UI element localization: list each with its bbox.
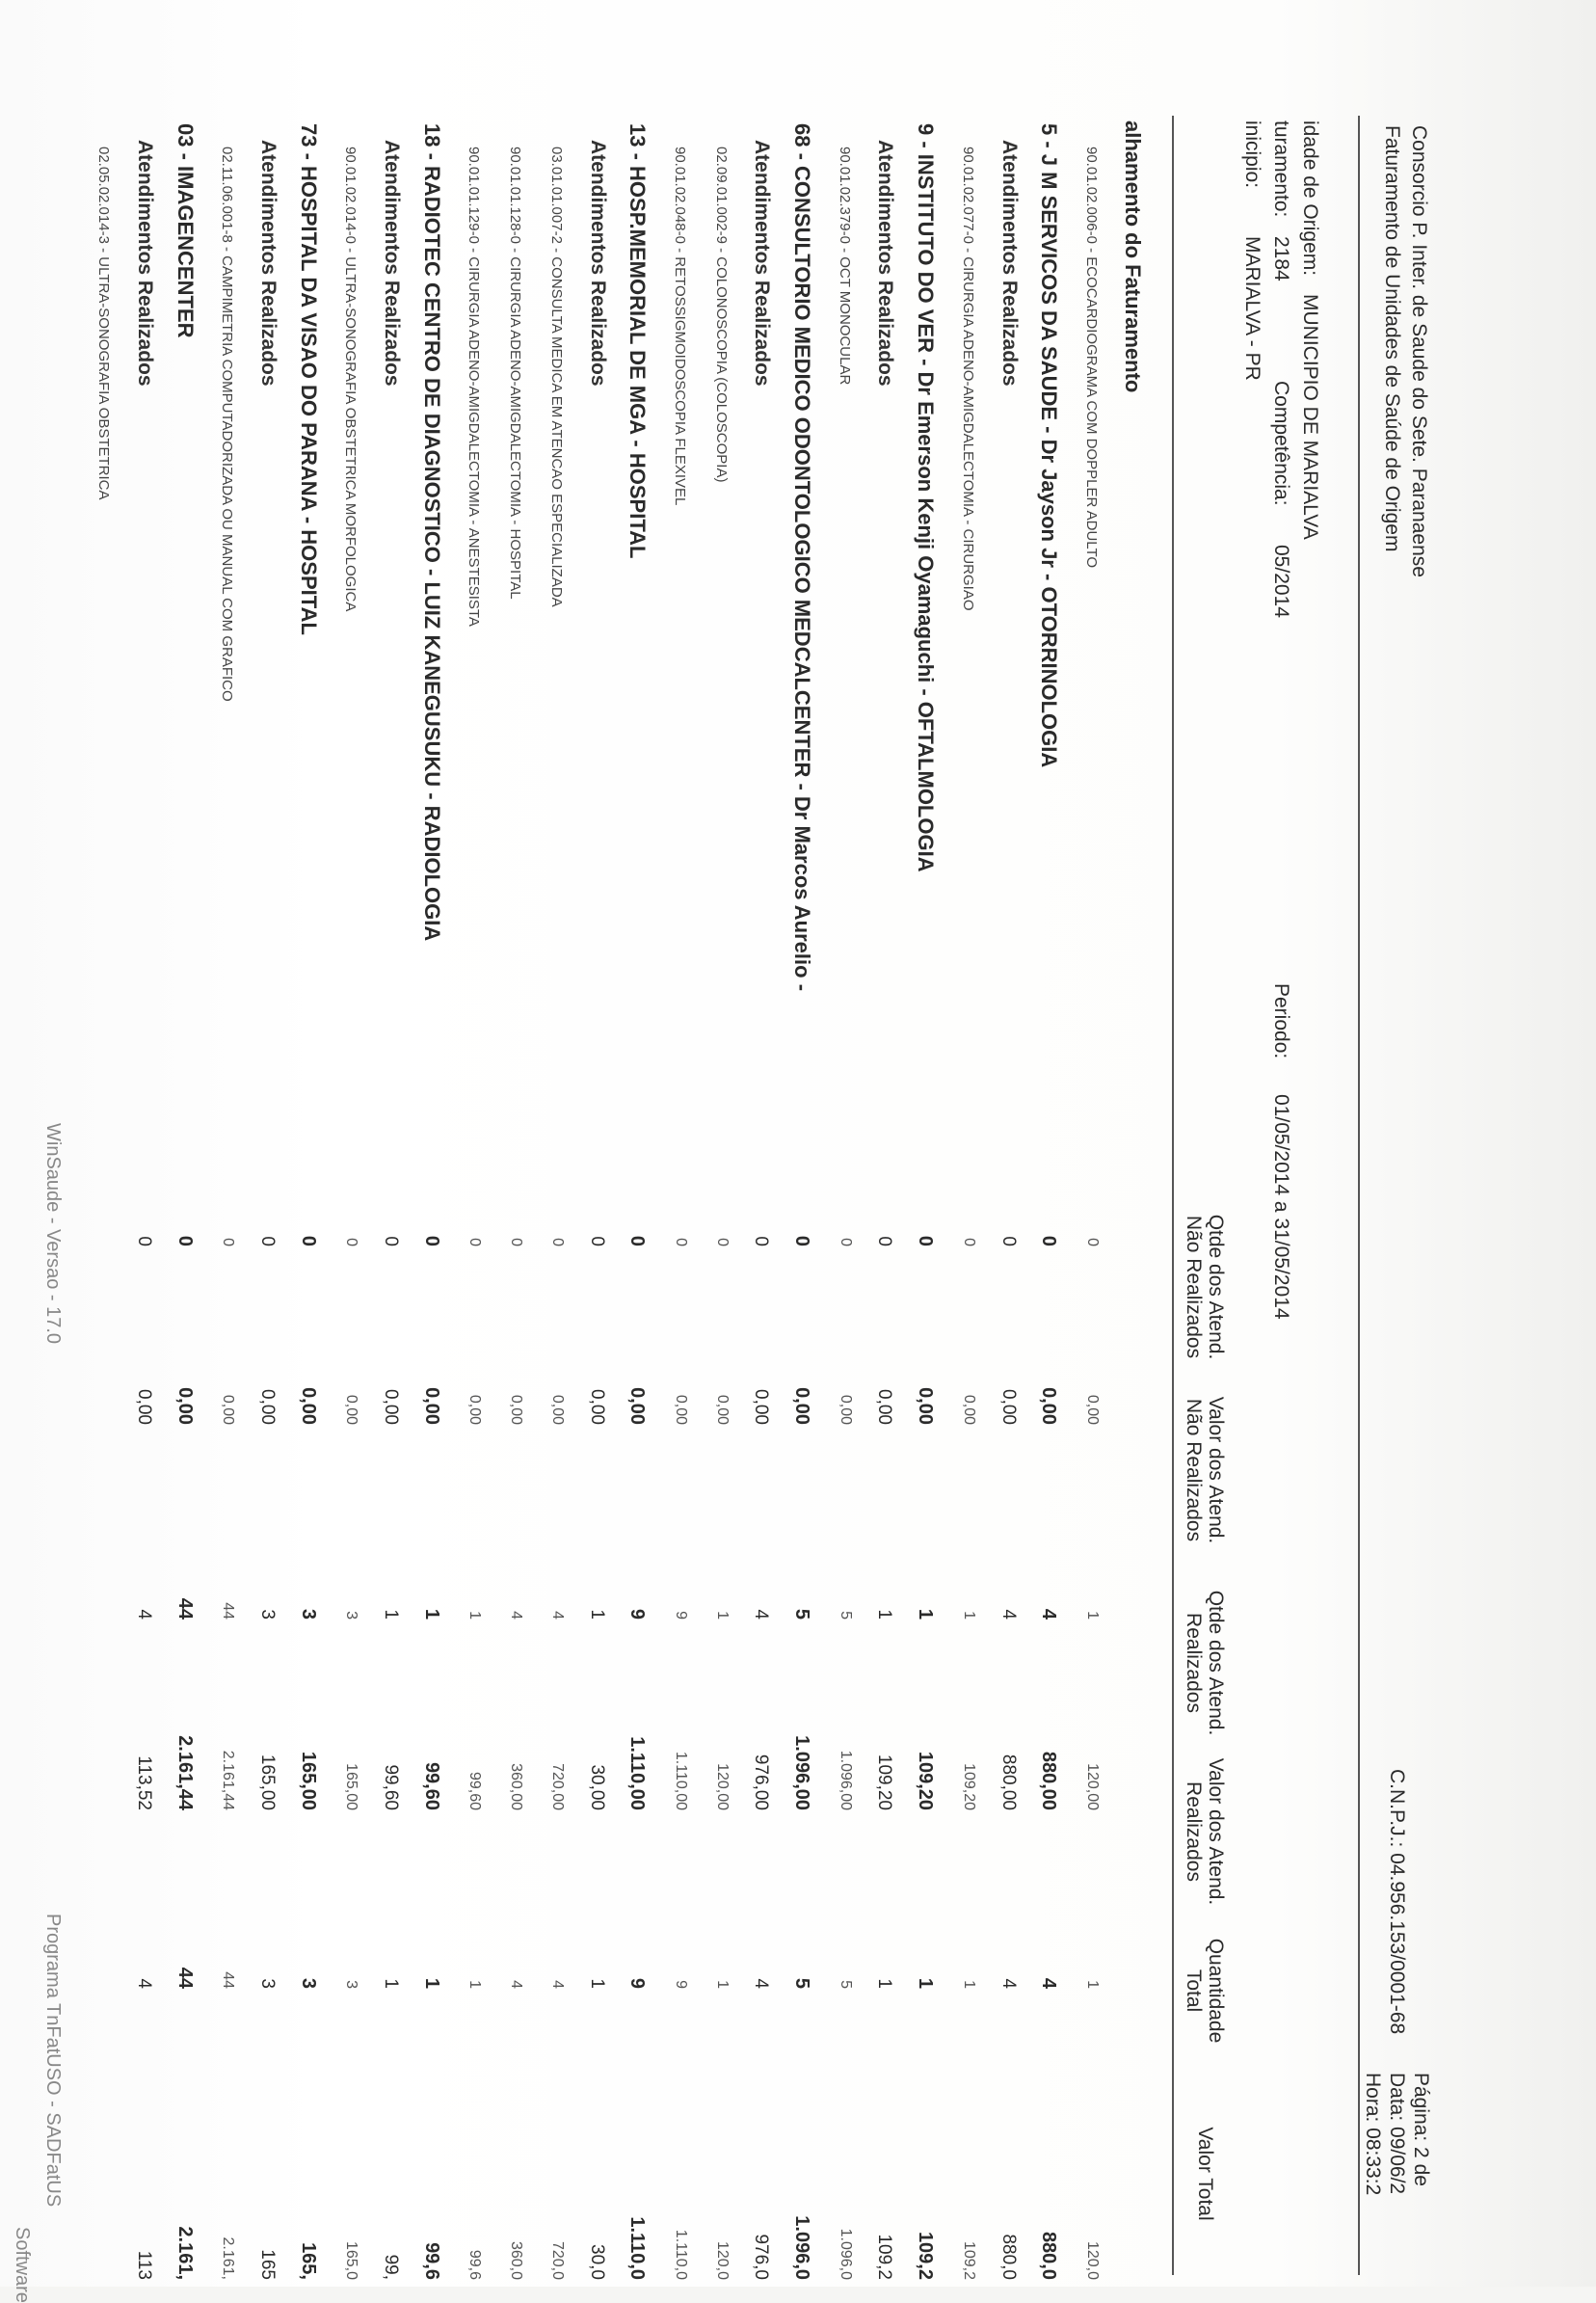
procedure-row-label: 02.11.06.001-8 - CAMPIMETRIA COMPUTADORIZADA OU MANUAL COM GRAFICO <box>219 147 236 702</box>
cell-qnr: 0 <box>1038 1235 1060 1246</box>
cell-vr: 30,00 <box>586 1764 607 1810</box>
cell-qt: 3 <box>343 1980 360 1989</box>
cell-qnr: 0 <box>220 1238 237 1246</box>
cell-vt: 880,0 <box>998 2234 1019 2280</box>
col-valor-nao-realizados: Valor dos Atend. Não Realizados <box>1183 1396 1227 1544</box>
cell-qnr: 0 <box>791 1235 813 1246</box>
cell-vr: 99,60 <box>466 1771 484 1810</box>
cell-qr: 9 <box>673 1611 689 1620</box>
cell-vr: 120,00 <box>1084 1763 1101 1810</box>
cell-vt: 99,6 <box>466 2249 484 2280</box>
cell-qr: 1 <box>713 1611 731 1620</box>
competencia-value: 05/2014 <box>1270 545 1292 618</box>
cell-qr: 3 <box>297 1608 319 1620</box>
cell-vnr: 0,00 <box>133 1389 154 1425</box>
cell-vnr: 0,00 <box>343 1394 360 1425</box>
report-time: Hora: 08:33:2 <box>1362 2073 1384 2196</box>
cell-qt: 1 <box>874 1978 895 1989</box>
procedure-row-label: 02.05.02.014-3 - ULTRA-SONOGRAFIA OBSTETRICA <box>95 147 113 500</box>
cell-vr: 880,00 <box>1038 1751 1060 1810</box>
cell-qr: 1 <box>420 1608 442 1620</box>
cell-vt: 120,0 <box>1084 2240 1101 2280</box>
cell-qnr: 0 <box>874 1236 895 1246</box>
cell-vnr: 0,00 <box>960 1394 977 1425</box>
cell-vt: 1.110,0 <box>626 2216 649 2280</box>
cell-vt: 30,0 <box>586 2244 607 2280</box>
cell-qt: 44 <box>173 1967 196 1989</box>
cell-qt: 1 <box>466 1980 484 1989</box>
cell-qt: 4 <box>1038 1977 1060 1989</box>
cell-qt: 4 <box>998 1978 1019 1989</box>
cell-qt: 5 <box>837 1980 854 1989</box>
cell-vt: 2.161, <box>173 2226 196 2280</box>
subtotal-row-label: Atendimentos Realizados <box>133 140 156 387</box>
cell-vnr: 0,00 <box>713 1394 731 1425</box>
footer-program: Programa TnFatUSO - SADFatUS <box>42 1914 64 2208</box>
cell-qt: 9 <box>626 1977 649 1989</box>
cell-vr: 120,00 <box>713 1763 731 1810</box>
cell-qt: 44 <box>220 1971 237 1989</box>
cell-vr: 113,52 <box>133 1755 154 1810</box>
cell-qt: 1 <box>420 1977 442 1989</box>
origin-value: MUNICIPIO DE MARIALVA <box>1299 294 1321 540</box>
cell-vnr: 0,00 <box>508 1394 525 1425</box>
cell-qnr: 0 <box>626 1235 649 1246</box>
cell-qt: 1 <box>713 1980 731 1989</box>
cell-vt: 2.161, <box>220 2236 237 2280</box>
cell-qt: 1 <box>381 1978 402 1989</box>
cell-qnr: 0 <box>133 1236 154 1246</box>
cell-vnr: 0,00 <box>1038 1387 1060 1425</box>
cell-qnr: 0 <box>173 1235 196 1246</box>
cell-vt: 165,0 <box>343 2240 360 2280</box>
procedure-row-label: 90.01.02.077-0 - CIRURGIA ADENO-AMIGDALECTOMIA - CIRURGIAO <box>959 147 976 611</box>
procedure-row-label: 90.01.01.129-0 - CIRURGIA ADENO-AMIGDALECTOMIA - ANESTESISTA <box>466 147 483 627</box>
cell-vt: 99, <box>381 2254 402 2280</box>
cell-vr: 99,60 <box>420 1761 442 1810</box>
procedure-row-label: 90.01.02.014-0 - ULTRA-SONOGRAFIA OBSTETRICA MORFOLOGICA <box>342 147 359 612</box>
cell-qt: 1 <box>586 1978 607 1989</box>
cell-vt: 1.110,0 <box>673 2229 689 2280</box>
cell-qr: 3 <box>343 1611 360 1620</box>
competencia-label: Competência: <box>1270 381 1292 506</box>
cell-vt: 109,2 <box>960 2240 977 2280</box>
cell-qt: 3 <box>297 1977 319 1989</box>
cell-qnr: 0 <box>586 1236 607 1246</box>
unit-row-label: 9 - INSTITUTO DO VER - Dr Emerson Kenji Oyamaguchi - OFTALMOLOGIA <box>914 123 939 872</box>
billing-value: 2184 <box>1270 236 1292 281</box>
cnpj: C.N.P.J.: 04.956.153/0001-68 <box>1386 1769 1408 2035</box>
cell-vt: 109,2 <box>915 2231 937 2280</box>
cell-vnr: 0,00 <box>420 1387 442 1425</box>
cell-vt: 1.096,0 <box>837 2228 854 2280</box>
cell-qr: 3 <box>257 1609 278 1620</box>
cell-vr: 1.096,00 <box>791 1735 813 1810</box>
procedure-row-label: 90.01.01.128-0 - CIRURGIA ADENO-AMIGDALECTOMIA - HOSPITAL <box>507 147 524 600</box>
cell-qnr: 0 <box>343 1238 360 1246</box>
cell-vr: 2.161,44 <box>173 1735 196 1810</box>
footer-software: Software <box>12 2227 33 2303</box>
periodo-label: Periodo: <box>1270 983 1292 1059</box>
cell-vnr: 0,00 <box>673 1394 689 1425</box>
unit-row-label: 5 - J M SERVICOS DA SAUDE - Dr Jayson Jr - OTORRINOLOGIA <box>1037 123 1062 768</box>
cell-vnr: 0,00 <box>586 1389 607 1425</box>
footer-version: WinSaude - Versao - 17.0 <box>42 1123 64 1345</box>
cell-vnr: 0,00 <box>466 1394 484 1425</box>
subtotal-row-label: Atendimentos Realizados <box>257 140 279 387</box>
cell-vt: 120,0 <box>713 2240 731 2280</box>
cell-qnr: 0 <box>915 1235 937 1246</box>
cell-vnr: 0,00 <box>751 1389 772 1425</box>
cell-qr: 4 <box>751 1609 772 1620</box>
origin-label: idade de Origem: <box>1299 121 1321 277</box>
subtotal-row-label: Atendimentos Realizados <box>998 140 1021 387</box>
cell-qt: 9 <box>673 1980 689 1989</box>
header-rule-top <box>1358 116 1360 2275</box>
cell-vr: 165,00 <box>297 1751 319 1810</box>
page-number: Página: 2 de <box>1410 2073 1432 2186</box>
cell-vr: 360,00 <box>508 1763 525 1810</box>
cell-qr: 44 <box>173 1597 196 1620</box>
procedure-row-label: 02.09.01.002-9 - COLONOSCOPIA (COLOSCOPIA) <box>712 147 730 483</box>
cell-vr: 880,00 <box>998 1754 1019 1810</box>
cell-vr: 109,20 <box>915 1751 937 1810</box>
cell-vt: 976,0 <box>751 2234 772 2280</box>
cell-qr: 9 <box>626 1608 649 1620</box>
cell-qt: 1 <box>1084 1980 1101 1989</box>
cell-vnr: 0,00 <box>998 1389 1019 1425</box>
cell-qr: 4 <box>508 1611 525 1620</box>
cell-vr: 720,00 <box>548 1763 566 1810</box>
cell-vt: 109,2 <box>874 2234 895 2280</box>
cell-qt: 5 <box>791 1977 813 1989</box>
procedure-row-label: 90.01.02.048-0 - RETOSSIGMOIDOSCOPIA FLEXIVEL <box>672 147 688 506</box>
cell-vr: 109,20 <box>960 1763 977 1810</box>
subtotal-row-label: Atendimentos Realizados <box>381 140 404 387</box>
cell-vnr: 0,00 <box>381 1389 402 1425</box>
subtotal-row-label: Atendimentos Realizados <box>751 140 774 387</box>
unit-row-label: 73 - HOSPITAL DA VISAO DO PARANA - HOSPITAL <box>296 123 321 635</box>
cell-vt: 113 <box>133 2250 154 2280</box>
cell-vnr: 0,00 <box>173 1387 196 1425</box>
cell-qnr: 0 <box>1084 1238 1101 1246</box>
subtotal-row-label: Atendimentos Realizados <box>874 140 897 387</box>
unit-row-label: 68 - CONSULTORIO MEDICO ODONTOLOGICO MEDCALCENTER - Dr Marcos Aurelio - <box>790 123 815 992</box>
cell-qr: 1 <box>381 1609 402 1620</box>
municipio-value: MARIALVA - PR <box>1241 236 1264 381</box>
unit-row-label: 13 - HOSP.MEMORIAL DE MGA - HOSPITAL <box>625 123 651 559</box>
cell-vr: 99,60 <box>381 1764 402 1810</box>
cell-qnr: 0 <box>713 1238 731 1246</box>
cell-qr: 4 <box>548 1611 566 1620</box>
cell-qr: 1 <box>915 1608 937 1620</box>
cell-vnr: 0,00 <box>626 1387 649 1425</box>
cell-vr: 1.096,00 <box>837 1750 854 1810</box>
cell-qnr: 0 <box>751 1236 772 1246</box>
cell-vnr: 0,00 <box>915 1387 937 1425</box>
cell-vr: 109,20 <box>874 1754 895 1810</box>
billing-label: turamento: <box>1270 121 1292 218</box>
cell-qnr: 0 <box>297 1235 319 1246</box>
cell-qt: 1 <box>915 1977 937 1989</box>
cell-qr: 4 <box>133 1609 154 1620</box>
header-rule-bottom <box>1172 116 1174 2275</box>
cell-vr: 976,00 <box>751 1754 772 1810</box>
cell-qr: 1 <box>586 1609 607 1620</box>
cell-qnr: 0 <box>673 1238 689 1246</box>
col-qtde-realizados: Qtde dos Atend. Realizados <box>1183 1590 1227 1736</box>
cell-qnr: 0 <box>466 1238 484 1246</box>
cell-qr: 1 <box>960 1611 977 1620</box>
col-valor-realizados: Valor dos Atend. Realizados <box>1183 1757 1227 1906</box>
cell-vr: 1.110,00 <box>626 1736 649 1810</box>
cell-vnr: 0,00 <box>837 1394 854 1425</box>
col-valor-total: Valor Total <box>1194 2127 1216 2221</box>
cell-qnr: 0 <box>548 1238 566 1246</box>
cell-qnr: 0 <box>837 1238 854 1246</box>
cell-vr: 165,00 <box>343 1763 360 1810</box>
cell-vnr: 0,00 <box>257 1389 278 1425</box>
procedure-row-label: 90.01.02.006-0 - ECOCARDIOGRAMA COM DOPPLER ADULTO <box>1083 147 1100 569</box>
cell-vnr: 0,00 <box>548 1394 566 1425</box>
cell-qr: 5 <box>837 1611 854 1620</box>
unit-row-label: 18 - RADIOTEC CENTRO DE DIAGNOSTICO - LUIZ KANEGUSUKU - RADIOLOGIA <box>419 123 444 942</box>
cell-qr: 1 <box>1084 1611 1101 1620</box>
cell-vt: 165, <box>297 2242 319 2280</box>
unit-row-label: 03 - IMAGENCENTER <box>173 123 198 338</box>
cell-qt: 4 <box>133 1978 154 1989</box>
org-name: Consorcio P. Inter. de Saude do Sete. Paranaense <box>1408 125 1430 577</box>
cell-qnr: 0 <box>960 1238 977 1246</box>
col-qtde-nao-realizados: Qtde dos Atend. Não Realizados <box>1183 1214 1227 1360</box>
cell-qt: 4 <box>508 1980 525 1989</box>
report-title: Faturamento de Unidades de Saúde de Origem <box>1381 125 1403 552</box>
cell-qnr: 0 <box>257 1236 278 1246</box>
cell-qt: 1 <box>960 1980 977 1989</box>
cell-qnr: 0 <box>998 1236 1019 1246</box>
cell-vt: 720,0 <box>548 2240 566 2280</box>
cell-vnr: 0,00 <box>1084 1394 1101 1425</box>
cell-vt: 1.096,0 <box>791 2215 813 2280</box>
periodo-value: 01/05/2014 a 31/05/2014 <box>1270 1094 1292 1320</box>
cell-qr: 1 <box>466 1611 484 1620</box>
cell-qnr: 0 <box>508 1238 525 1246</box>
cell-vnr: 0,00 <box>220 1394 237 1425</box>
subtotal-row-label: Atendimentos Realizados <box>586 140 609 387</box>
cell-qr: 4 <box>998 1609 1019 1620</box>
cell-vr: 2.161,44 <box>220 1750 237 1810</box>
cell-qt: 3 <box>257 1978 278 1989</box>
cell-qt: 4 <box>751 1978 772 1989</box>
cell-vnr: 0,00 <box>874 1389 895 1425</box>
cell-vnr: 0,00 <box>297 1387 319 1425</box>
cell-qr: 44 <box>220 1602 237 1620</box>
cell-qr: 1 <box>874 1609 895 1620</box>
cell-vr: 1.110,00 <box>673 1751 689 1810</box>
cell-vt: 99,6 <box>420 2242 442 2280</box>
cell-vr: 165,00 <box>257 1754 278 1810</box>
municipio-label: inicipio: <box>1241 121 1264 189</box>
cell-qnr: 0 <box>381 1236 402 1246</box>
procedure-row-label: 03.01.01.007-2 - CONSULTA MEDICA EM ATENCAO ESPECIALIZADA <box>547 147 565 607</box>
cell-vt: 880,0 <box>1038 2231 1060 2280</box>
col-quantidade-total: Quantidade Total <box>1183 1938 1227 2044</box>
cell-qr: 5 <box>791 1608 813 1620</box>
procedure-row-label: 90.01.02.379-0 - OCT MONOCULAR <box>836 147 853 386</box>
report-date: Data: 09/06/2 <box>1386 2073 1408 2195</box>
cell-qnr: 0 <box>420 1235 442 1246</box>
cell-vt: 165 <box>257 2249 278 2280</box>
cell-qt: 4 <box>548 1980 566 1989</box>
cell-qr: 4 <box>1038 1608 1060 1620</box>
cell-vt: 360,0 <box>508 2240 525 2280</box>
cell-vnr: 0,00 <box>791 1387 813 1425</box>
section-title: alhamento do Faturamento <box>1121 121 1145 393</box>
